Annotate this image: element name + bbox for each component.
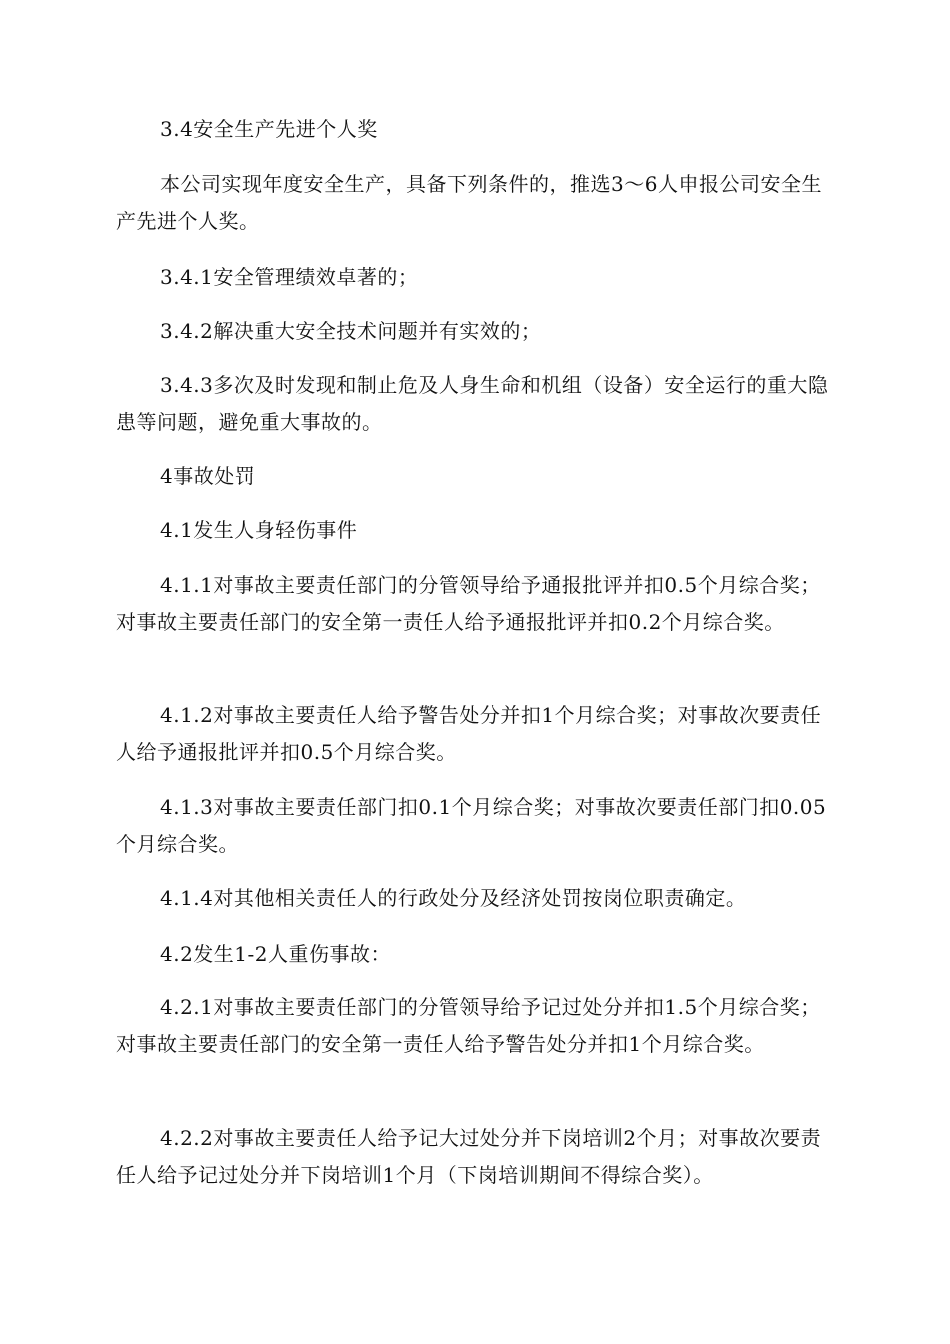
paragraph-3-4-intro: 本公司实现年度安全生产，具备下列条件的，推选3～6人申报公司安全生产先进个人奖。	[116, 172, 822, 233]
section-heading-4: 4事故处罚	[160, 464, 256, 488]
paragraph-4-1-4: 4.1.4对其他相关责任人的行政处分及经济处罚按岗位职责确定。	[160, 886, 747, 910]
paragraph-4-2-1: 4.2.1对事故主要责任部门的分管领导给予记过处分并扣1.5个月综合奖；对事故主要责任部门的安全第一责任人给予警告处分并扣1个月综合奖。	[116, 995, 821, 1056]
section-heading-4-2: 4.2发生1-2人重伤事故：	[160, 942, 392, 966]
paragraph-4-1-3: 4.1.3对事故主要责任部门扣0.1个月综合奖；对事故次要责任部门扣0.05个月综合奖。	[116, 795, 827, 856]
paragraph-3-4-1: 3.4.1安全管理绩效卓著的；	[160, 265, 419, 289]
paragraph-4-2-2: 4.2.2对事故主要责任人给予记大过处分并下岗培训2个月；对事故次要责任人给予记过处分并下岗培训1个月（下岗培训期间不得综合奖）。	[116, 1126, 822, 1187]
section-heading-3-4: 3.4安全生产先进个人奖	[160, 117, 378, 141]
paragraph-4-1-2: 4.1.2对事故主要责任人给予警告处分并扣1个月综合奖；对事故次要责任人给予通报批评并扣0.5个月综合奖。	[116, 703, 822, 764]
paragraph-4-1-1: 4.1.1对事故主要责任部门的分管领导给予通报批评并扣0.5个月综合奖；对事故主要责任部门的安全第一责任人给予通报批评并扣0.2个月综合奖。	[116, 573, 821, 634]
paragraph-3-4-3: 3.4.3多次及时发现和制止危及人身生命和机组（设备）安全运行的重大隐患等问题，避免重大事故的。	[116, 373, 829, 434]
paragraph-3-4-2: 3.4.2解决重大安全技术问题并有实效的；	[160, 319, 542, 343]
section-heading-4-1: 4.1发生人身轻伤事件	[160, 518, 358, 542]
